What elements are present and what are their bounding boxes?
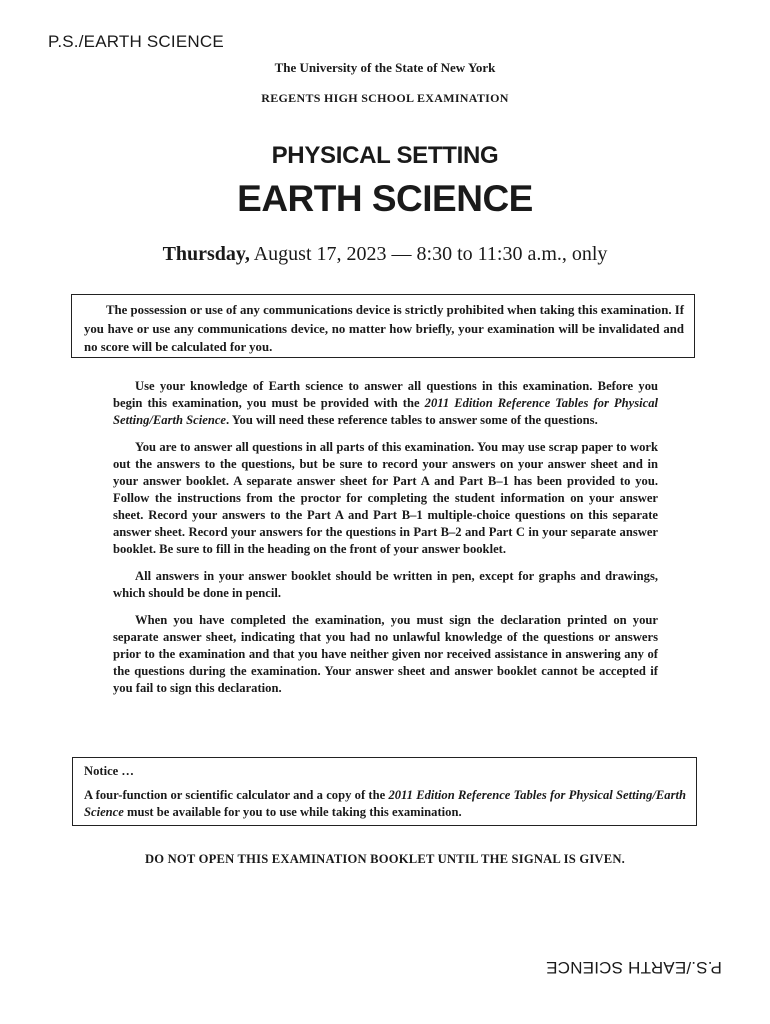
do-not-open-notice: DO NOT OPEN THIS EXAMINATION BOOKLET UNTIL THE SIGNAL IS GIVEN.: [145, 852, 625, 866]
notice-text: A four-function or scientific calculator and a copy of the 2011 Edition Reference Tables for Physical Setting/Earth Science must be available for you to use while taking this examination.: [84, 788, 686, 819]
title-physical-setting: PHYSICAL SETTING: [271, 142, 499, 169]
notice-reference-tables: 2011 Edition Reference Tables for Physical Setting/Earth Science: [84, 788, 686, 819]
communications-warning-box: [71, 294, 695, 358]
university-name: The University of the State of New York: [274, 60, 496, 75]
notice-box: [72, 757, 697, 826]
instructions: [113, 378, 658, 707]
instructions-paragraph-3: All answers in your answer booklet should be written in pen, except for graphs and drawings, which should be done in pencil.: [113, 569, 658, 600]
exam-type: REGENTS HIGH SCHOOL EXAMINATION: [261, 91, 509, 105]
corner-label-bottom: P.S./EARTH SCIENCE: [546, 958, 722, 977]
exam-date: [0, 243, 770, 266]
instructions-paragraph-2: You are to answer all questions in all parts of this examination. You may use scrap paper to work out the answers to the questions, but be sure to record your answers on your answer sheet and in your answer booklet. A separate answer sheet for Part A and Part B–1 has been provided to you. Follow the instructions from the proctor for completing the student information on your answer sheet. Record your answers to the Part A and Part B–1 multiple-choice questions on this separate answer sheet. Record your answers for the questions in Part B–2 and Part C in your separate answer booklet. Be sure to fill in the heading on the front of your answer booklet.: [113, 440, 658, 556]
notice-title: Notice …: [84, 764, 135, 778]
corner-label-top: P.S./EARTH SCIENCE: [48, 32, 224, 51]
exam-date-time: August 17, 2023 — 8:30 to 11:30 a.m., only: [253, 243, 608, 265]
title-earth-science: EARTH SCIENCE: [237, 178, 533, 219]
instructions-paragraph-4: When you have completed the examination, you must sign the declaration printed on your separate answer sheet, indicating that you had no unlawful knowledge of the questions or answers prior to the examination and that you have neither given nor received assistance in answering any of the questions during the examination. Your answer sheet and answer booklet cannot be accepted if you fail to sign this declaration.: [113, 613, 658, 695]
reference-tables-title: 2011 Edition Reference Tables for Physical Setting/Earth Science: [113, 396, 658, 427]
warning-text: The possession or use of any communications device is strictly prohibited when taking this examination. If you have or use any communications device, no matter how briefly, your examination will be invalidated and no score will be calculated for you.: [84, 303, 684, 354]
exam-day: Thursday,: [162, 243, 250, 265]
instructions-paragraph-1: Use your knowledge of Earth science to answer all questions in this examination. Before you begin this examination, you must be provided with the 2011 Edition Reference Tables for Physical Setting/Earth Science. You will need these reference tables to answer some of the questions.: [113, 379, 658, 427]
